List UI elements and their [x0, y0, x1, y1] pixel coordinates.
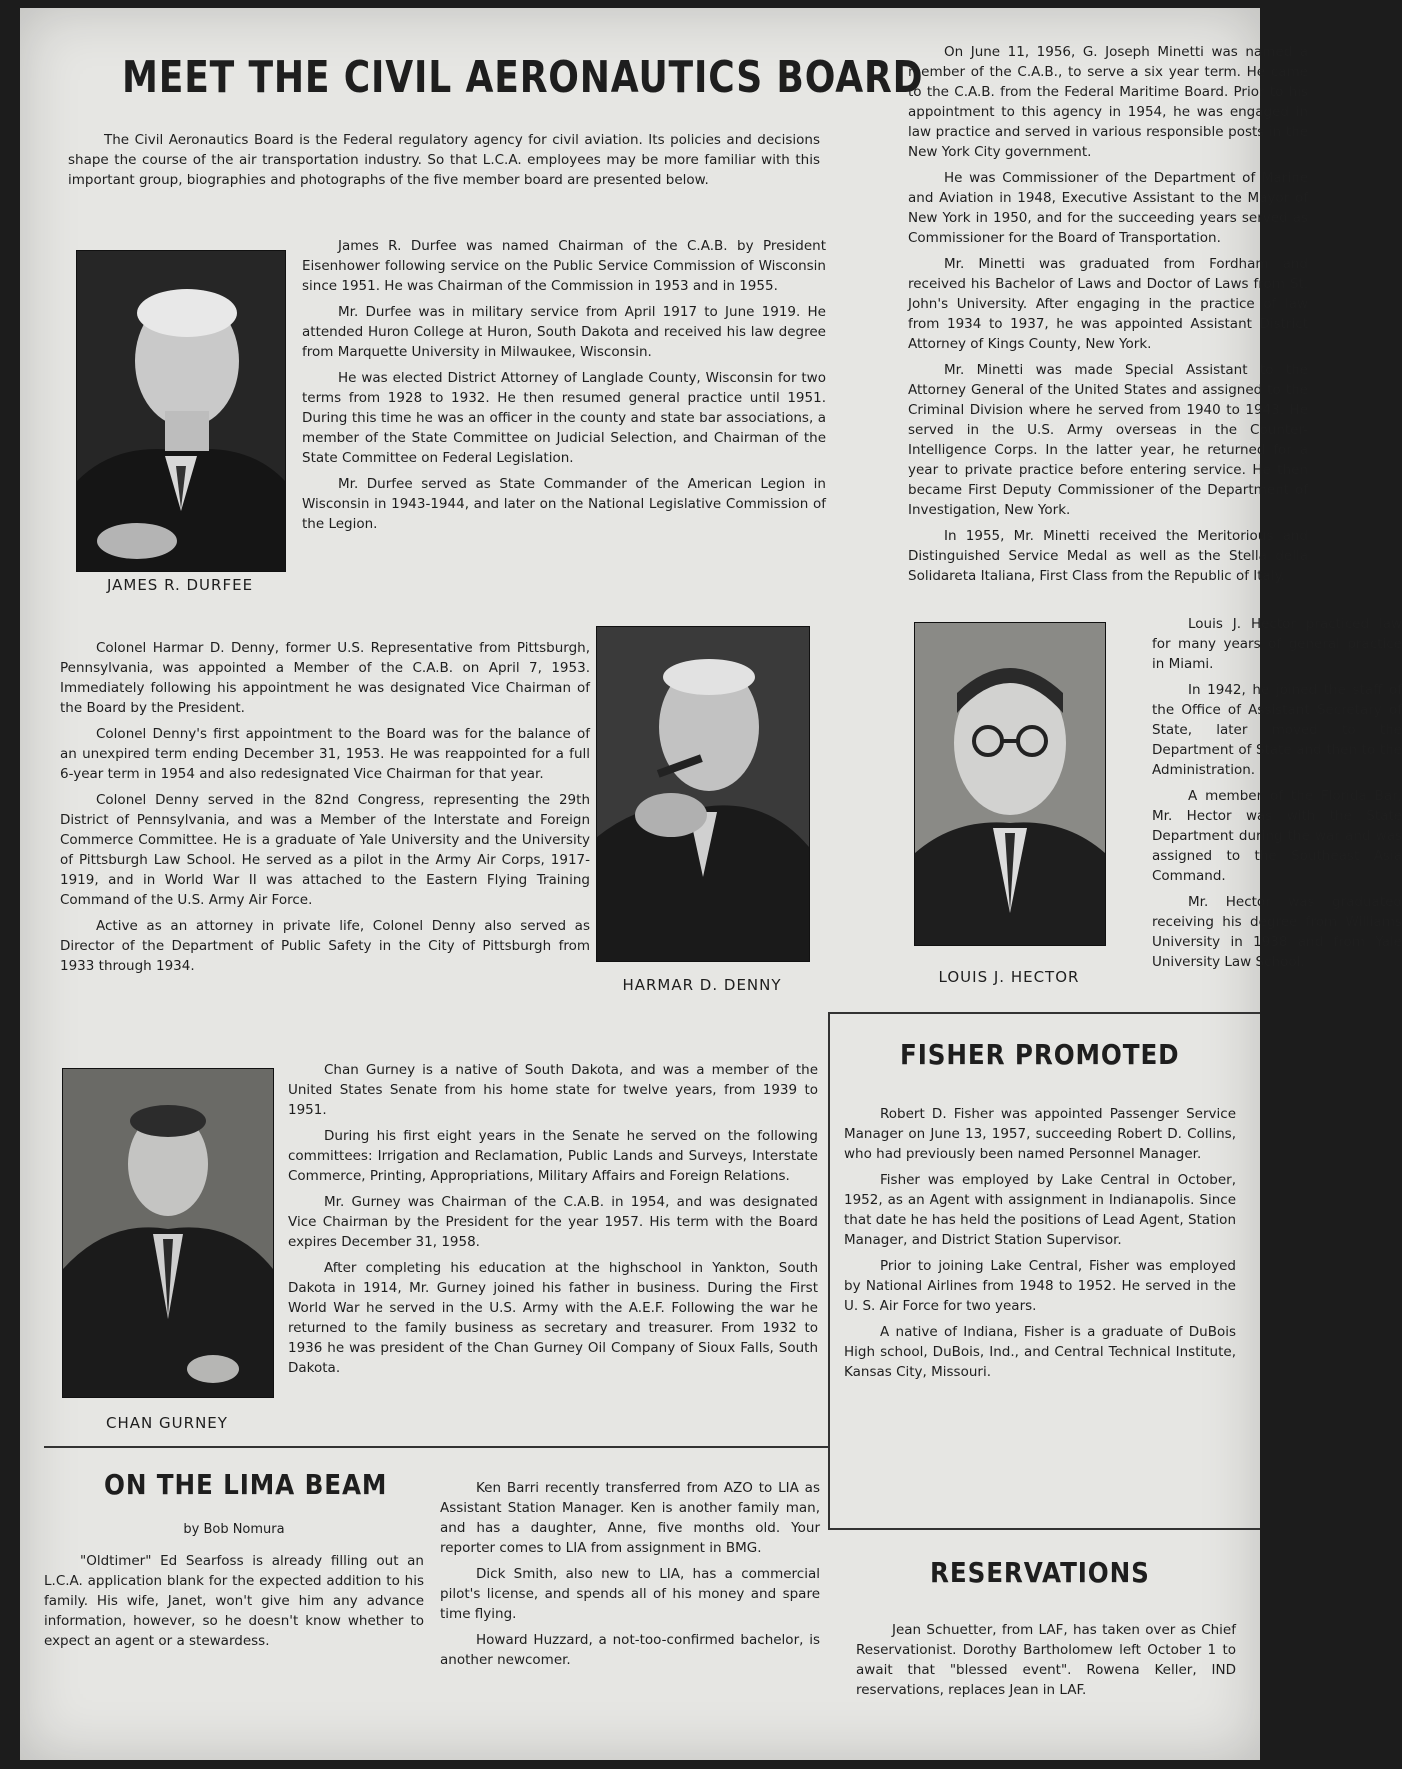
fisher-title: FISHER PROMOTED — [900, 1038, 1180, 1071]
lima-paragraph: Dick Smith, also new to LIA, has a commercial pilot's license, and spends all of his money and spare time flying. — [440, 1566, 820, 1622]
article-fisher — [844, 1104, 1236, 1388]
intro-paragraph: The Civil Aeronautics Board is the Federal regulatory agency for civil aviation. Its policies and decisions shape the course of the air transportation industry. So that L.C.A. employees may be more familiar with this important group, biographies and photographs of the five member board are presented below. — [68, 132, 820, 188]
lima-paragraph: Howard Huzzard, a not-too-confirmed bachelor, is another newcomer. — [440, 1632, 820, 1668]
denny-paragraph: Colonel Denny's first appointment to the Board was for the balance of an unexpired term ending December 31, 1953. He was reappointed for a full 6-year term in 1954 and also redesignated Vice Chairman for that year. — [60, 726, 590, 782]
caption-denny: HARMAR D. DENNY — [622, 976, 782, 994]
intro-block — [68, 130, 820, 196]
photo-gurney — [62, 1068, 274, 1398]
fisher-left-rule — [828, 1012, 830, 1530]
lima-byline: by Bob Nomura — [183, 1522, 285, 1537]
lower-section-rule — [44, 1446, 828, 1448]
photo-denny — [596, 626, 810, 962]
durfee-paragraph: He was elected District Attorney of Langlade County, Wisconsin for two terms from 1928 to 1932. He then resumed general practice until 1951. During this time he was an officer in the county and state bar associations, a member of the State Committee on Judicial Selection, and Chairman of the State Committee on Federal Legislation. — [302, 370, 826, 466]
gurney-paragraph: During his first eight years in the Senate he served on the following committees: Irrigation and Reclamation, Public Lands and Surveys, Interstate Commerce, Printing, Appropriations, Military Affairs and Foreign Relations. — [288, 1128, 818, 1184]
gurney-paragraph: Mr. Gurney was Chairman of the C.A.B. in 1954, and was designated Vice Chairman by the President for the year 1957. His term with the Board expires December 31, 1958. — [288, 1194, 818, 1250]
durfee-paragraph: Mr. Durfee was in military service from April 1917 to June 1919. He attended Huron College at Huron, South Dakota and received his law degree from Marquette University in Milwaukee, Wisconsin. — [302, 304, 826, 360]
article-durfee — [302, 236, 826, 540]
durfee-paragraph: James R. Durfee was named Chairman of the C.A.B. by President Eisenhower following service on the Public Service Commission of Wisconsin since 1951. He was Chairman of the Commission in 1953 and in 1955. — [302, 238, 826, 294]
article-reservations — [856, 1620, 1236, 1706]
portrait-denny-illustration — [597, 627, 809, 961]
denny-paragraph: Colonel Denny served in the 82nd Congress, representing the 29th District of Pennsylvania, and was a Member of the Interstate and Foreign Commerce Committee. He is a graduate of Yale University and the University of Pittsburgh Law School. He served as a pilot in the Army Air Corps, 1917-1919, and in World War II was attached to the Eastern Flying Training Command of the U.S. Army Air Force. — [60, 792, 590, 908]
hector-paragraph: In 1942, he joined the staff of the Office of Assistant Secretary of State, later moved to the Department of State and then to the Administration. — [1152, 682, 1402, 778]
minetti-paragraph: He was Commissioner of the Department of Marine and Aviation in 1948, Executive Assistant to the Mayor of New York in 1950, and for the succeeding years served as Commissioner for the Board of Transportation. — [908, 170, 1308, 246]
lima-title: ON THE LIMA BEAM — [104, 1468, 388, 1501]
article-hector — [1152, 614, 1402, 970]
minetti-paragraph: Mr. Minetti was graduated from Fordham and received his Bachelor of Laws and Doctor of Laws from St. John's University. After engaging in the practice of law from 1934 to 1937, he was appointed Assistant District Attorney of Kings County, New York. — [908, 256, 1308, 352]
minetti-paragraph: Mr. Minetti was made Special Assistant to the Attorney General of the United States and assigned to the Criminal Division where he served from 1940 to 1943. He served in the U.S. Army overseas in the Counter-Intelligence Corps. In the latter year, he returned for a year to private practice before entering service. He then became First Deputy Commissioner of the Department of Investigation, New York. — [908, 362, 1308, 518]
hector-paragraph: A member of the Florida Bar, Mr. Hector was with the State Department during the war and was assigned to the Southeast Asia Command. — [1152, 788, 1402, 884]
portrait-hector-illustration — [915, 623, 1105, 945]
article-gurney — [288, 1060, 818, 1384]
gurney-paragraph: After completing his education at the highschool in Yankton, South Dakota in 1914, Mr. Gurney joined his father in business. During the First World War he served in the U.S. Army with the A.E.F. Following the war he returned to the family business as secretary and treasurer. From 1932 to 1936 he was president of the Chan Gurney Oil Company of Sioux Falls, South Dakota. — [288, 1260, 818, 1376]
denny-paragraph: Colonel Harmar D. Denny, former U.S. Representative from Pittsburgh, Pennsylvania, was appointed a Member of the C.A.B. on April 7, 1953. Immediately following his appointment he was designated Vice Chairman of the Board by the President. — [60, 640, 590, 716]
fisher-paragraph: Prior to joining Lake Central, Fisher was employed by National Airlines from 1948 to 1952. He served in the U. S. Air Force for two years. — [844, 1258, 1236, 1314]
lima-paragraph: "Oldtimer" Ed Searfoss is already filling out an L.C.A. application blank for the expected addition to his family. His wife, Janet, won't give him any advance information, however, so he doesn't know whether to expect an agent or a stewardess. — [44, 1553, 424, 1649]
fisher-top-rule — [828, 1012, 1260, 1014]
reservations-top-rule — [828, 1528, 1260, 1530]
photo-durfee — [76, 250, 286, 572]
lima-title-block — [104, 1468, 434, 1501]
article-denny — [60, 638, 590, 982]
caption-durfee: JAMES R. DURFEE — [106, 576, 254, 594]
fisher-paragraph: Robert D. Fisher was appointed Passenger Service Manager on June 13, 1957, succeeding Robert D. Collins, who had previously been named Personnel Manager. — [844, 1106, 1236, 1162]
reservations-paragraph: Jean Schuetter, from LAF, has taken over as Chief Reservationist. Dorothy Bartholomew left October 1 to await that "blessed event". Rowena Keller, IND reservations, replaces Jean in LAF. — [856, 1622, 1236, 1698]
photo-hector — [914, 622, 1106, 946]
headline-block — [122, 52, 924, 103]
portrait-gurney-illustration — [63, 1069, 273, 1397]
durfee-paragraph: Mr. Durfee served as State Commander of the American Legion in Wisconsin in 1943-1944, and later on the National Legislative Commission of the Legion. — [302, 476, 826, 532]
hector-paragraph: Mr. Hector was graduated receiving his degree from Williams University in 1938 and from Yale University Law School. — [1152, 894, 1402, 970]
newsletter-page — [20, 8, 1402, 1760]
article-lima-right — [440, 1478, 820, 1676]
caption-hector: LOUIS J. HECTOR — [938, 968, 1080, 986]
fisher-title-block — [900, 1038, 1220, 1071]
reservations-title-block — [930, 1556, 1230, 1589]
hector-paragraph: Louis J. Hector practiced law for many years of general practice in Miami. — [1152, 616, 1402, 672]
reservations-title: RESERVATIONS — [930, 1556, 1150, 1589]
page-headline: MEET THE CIVIL AERONAUTICS BOARD — [122, 52, 924, 103]
portrait-durfee-illustration — [77, 251, 285, 571]
gurney-paragraph: Chan Gurney is a native of South Dakota, and was a member of the United States Senate from his home state for twelve years, from 1939 to 1951. — [288, 1062, 818, 1118]
article-minetti — [908, 42, 1308, 602]
fisher-paragraph: Fisher was employed by Lake Central in October, 1952, as an Agent with assignment in Indianapolis. Since that date he has held the positions of Lead Agent, Station Manager, and District Station Supervisor. — [844, 1172, 1236, 1248]
minetti-paragraph: In 1955, Mr. Minetti received the Meritorious and Distinguished Service Medal as well as the Stella della Solidareta Italiana, First Class from the Republic of Italy. — [908, 528, 1308, 584]
article-lima-left — [44, 1522, 424, 1657]
minetti-paragraph: On June 11, 1956, G. Joseph Minetti was named a member of the C.A.B., to serve a six year term. He came to the C.A.B. from the Federal Maritime Board. Prior to his appointment to this agency in 1954, he was engaged in law practice and served in various responsible posts in the New York City government. — [908, 44, 1308, 160]
denny-paragraph: Active as an attorney in private life, Colonel Denny also served as Director of the Department of Public Safety in the City of Pittsburgh from 1933 through 1934. — [60, 918, 590, 974]
lima-paragraph: Ken Barri recently transferred from AZO to LIA as Assistant Station Manager. Ken is another family man, and has a daughter, Anne, five months old. Your reporter comes to LIA from assignment in BMG. — [440, 1480, 820, 1556]
caption-gurney: CHAN GURNEY — [106, 1414, 228, 1432]
fisher-paragraph: A native of Indiana, Fisher is a graduate of DuBois High school, DuBois, Ind., and Central Technical Institute, Kansas City, Missouri. — [844, 1324, 1236, 1380]
